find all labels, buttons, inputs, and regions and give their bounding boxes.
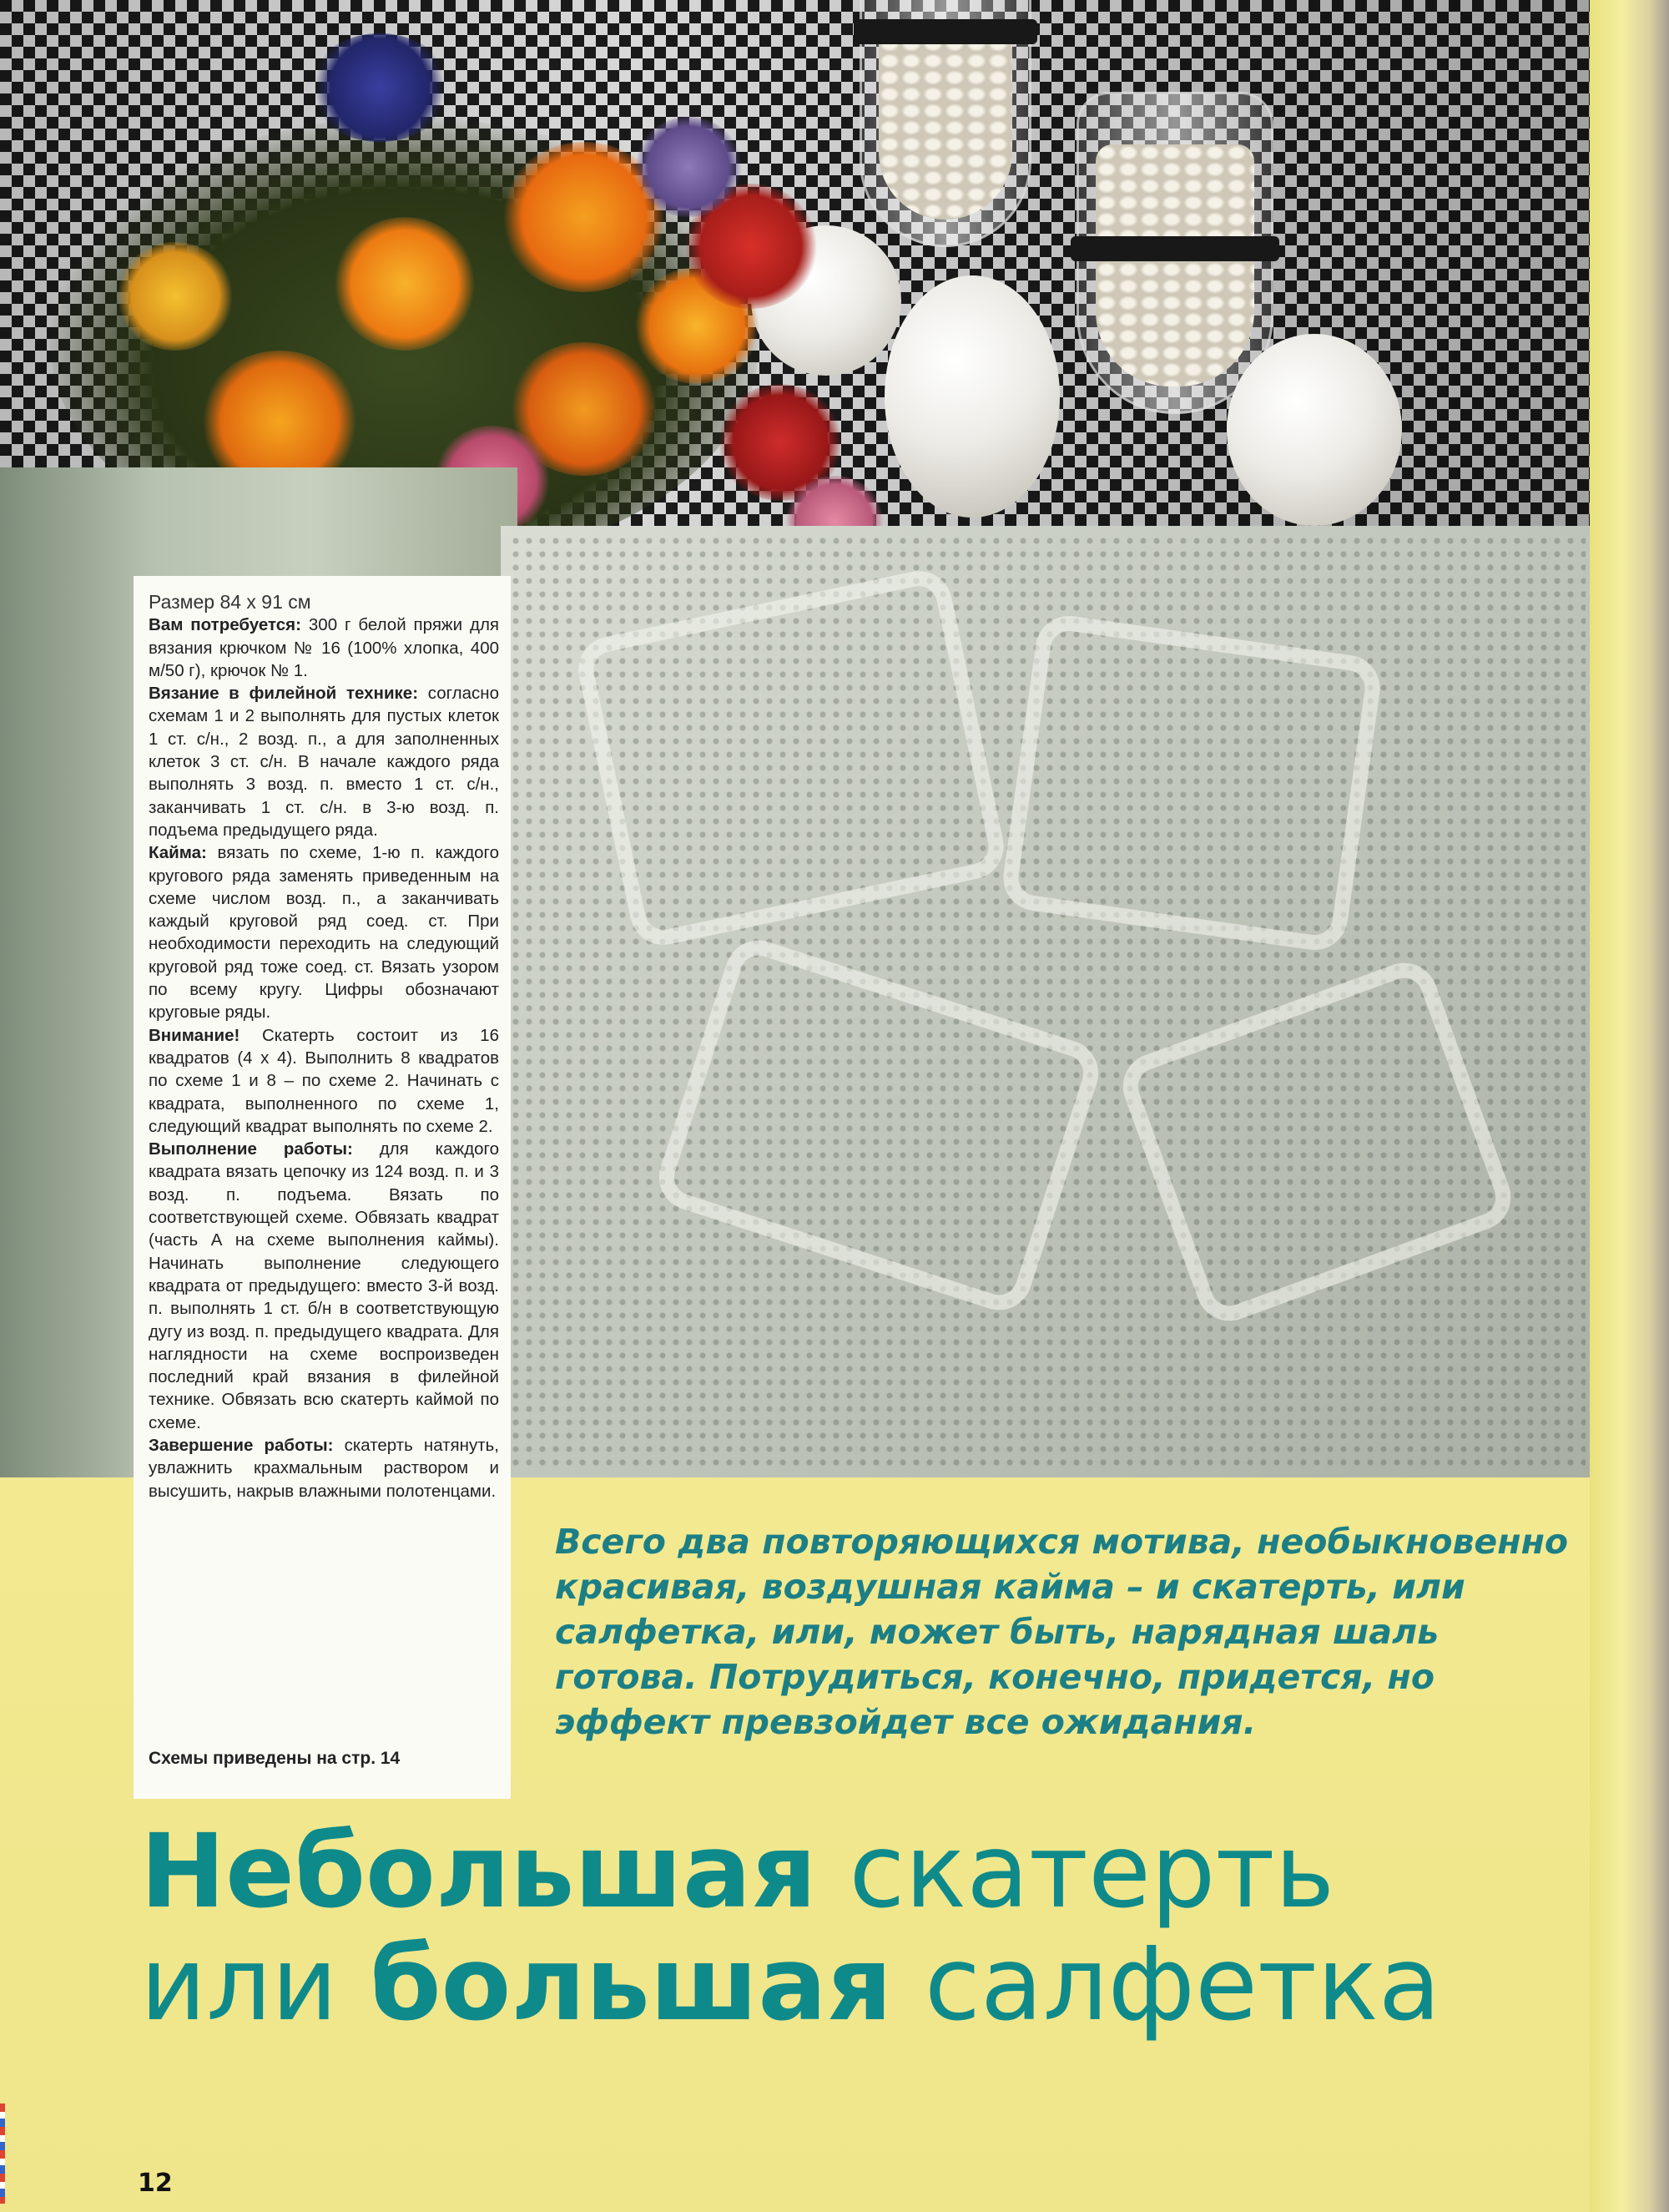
white-ball — [1227, 334, 1402, 526]
glass-band — [1071, 236, 1279, 261]
blue-flower — [309, 33, 451, 142]
paragraph-body: согласно схемам 1 и 2 выполнять для пустых клеток 1 ст. с/н., 2 возд. п., а для заполненных клеток 3 ст. с/н. В начале каждого ряда выполнять 3 возд. п. вместо 1 ст. с/н., заканчивать 1 ст. с/н. в 3-ю возд. п. подъема предыдущего ряда. — [149, 684, 499, 840]
article-title — [140, 1812, 1609, 2043]
hanging-glass-right — [1077, 92, 1273, 414]
white-ball — [885, 275, 1060, 518]
title-word-bold: большая — [370, 1925, 893, 2043]
purple-flower — [634, 117, 743, 217]
lace-motif — [999, 612, 1384, 954]
paragraph-body: вязать по схеме, 1-ю п. каждого кругового ряда заменять приведенным на схеме числом возд. п., а заканчивать каждый круговой ряд соед. ст. При необходимости переходить на следующий круговой ряд тоже соед. ст. Вязать узором по всему кругу. Цифры обозначают круговые ряды. — [149, 843, 499, 1023]
paragraph-heading: Вам потребуется: — [149, 615, 301, 635]
paragraph-body: скатерть натянуть, увлажнить крахмальным раствором и высушить, накрыв влажными полотенцами. — [149, 1435, 499, 1501]
paragraph-heading: Внимание! — [149, 1025, 240, 1045]
title-line-2 — [140, 1925, 1609, 2043]
orange-flower — [334, 217, 476, 351]
instruction-paragraph — [149, 1024, 499, 1138]
instruction-paragraph — [149, 682, 499, 841]
print-registration-marks — [0, 2103, 5, 2204]
paragraph-body: 300 г белой пряжи для вязания крючком № 16 (100% хлопка, 400 м/50 г), крючок № 1. — [149, 615, 500, 680]
instruction-paragraph — [149, 1138, 499, 1434]
title-word-light: салфетка — [892, 1925, 1441, 2043]
paragraph-heading: Кайма: — [149, 843, 207, 863]
paragraph-heading: Выполнение работы: — [149, 1139, 353, 1159]
instruction-paragraph — [149, 841, 499, 1023]
title-word-bold: Небольшая — [140, 1812, 817, 1931]
pebbles — [879, 19, 1012, 220]
hanging-glass-left — [860, 0, 1031, 247]
title-line-1 — [140, 1812, 1609, 1931]
paragraph-body: Скатерть состоит из 16 квадратов (4 х 4). Выполнить 8 квадратов по схеме 1 и 8 – по схеме 2. Начинать с квадрата, выполненного по схеме 1, следующий квадрат выполнять по схеме 2. — [149, 1025, 499, 1136]
title-word-light: скатерть — [816, 1812, 1335, 1931]
pebbles — [1096, 144, 1254, 386]
yellow-flower — [117, 242, 234, 351]
paragraph-heading: Завершение работы: — [149, 1435, 334, 1455]
instruction-paragraph — [149, 614, 499, 682]
instruction-paragraph — [149, 1434, 499, 1502]
paragraph-heading: Вязание в филейной технике: — [149, 684, 419, 704]
instructions-box — [134, 576, 511, 1799]
page-number: 12 — [138, 2169, 173, 2198]
lead-paragraph: Всего два повторяющихся мотива, необыкновенно красивая, воздушная кайма – и скатерть, или салфетка, или, может быть, нарядная шаль готова. Потрудиться, конечно, придется, но эффект превзойдет все ожидания. — [555, 1522, 1569, 1742]
size-line: Размер 84 х 91 см — [149, 591, 311, 613]
title-word-light: или — [140, 1925, 371, 2043]
instructions-text — [149, 591, 499, 1502]
paragraph-body: для каждого квадрата вязать цепочку из 124 возд. п. и 3 возд. п. подъема. Вязать по соответствующей схеме. Обвязать квадрат (часть А на схеме выполнения каймы). Начинать выполнение следующего квадрата от предыдущего: вместо 3-й возд. п. выполнять 1 ст. б/н в соответствующую дугу из возд. п. предыдущего квадрата. Для наглядности на схеме воспроизведен последний край вязания в филейной технике. Обвязать всю скатерть каймой по схеме. — [149, 1139, 499, 1432]
schemes-reference: Схемы приведены на стр. 14 — [149, 1749, 401, 1768]
